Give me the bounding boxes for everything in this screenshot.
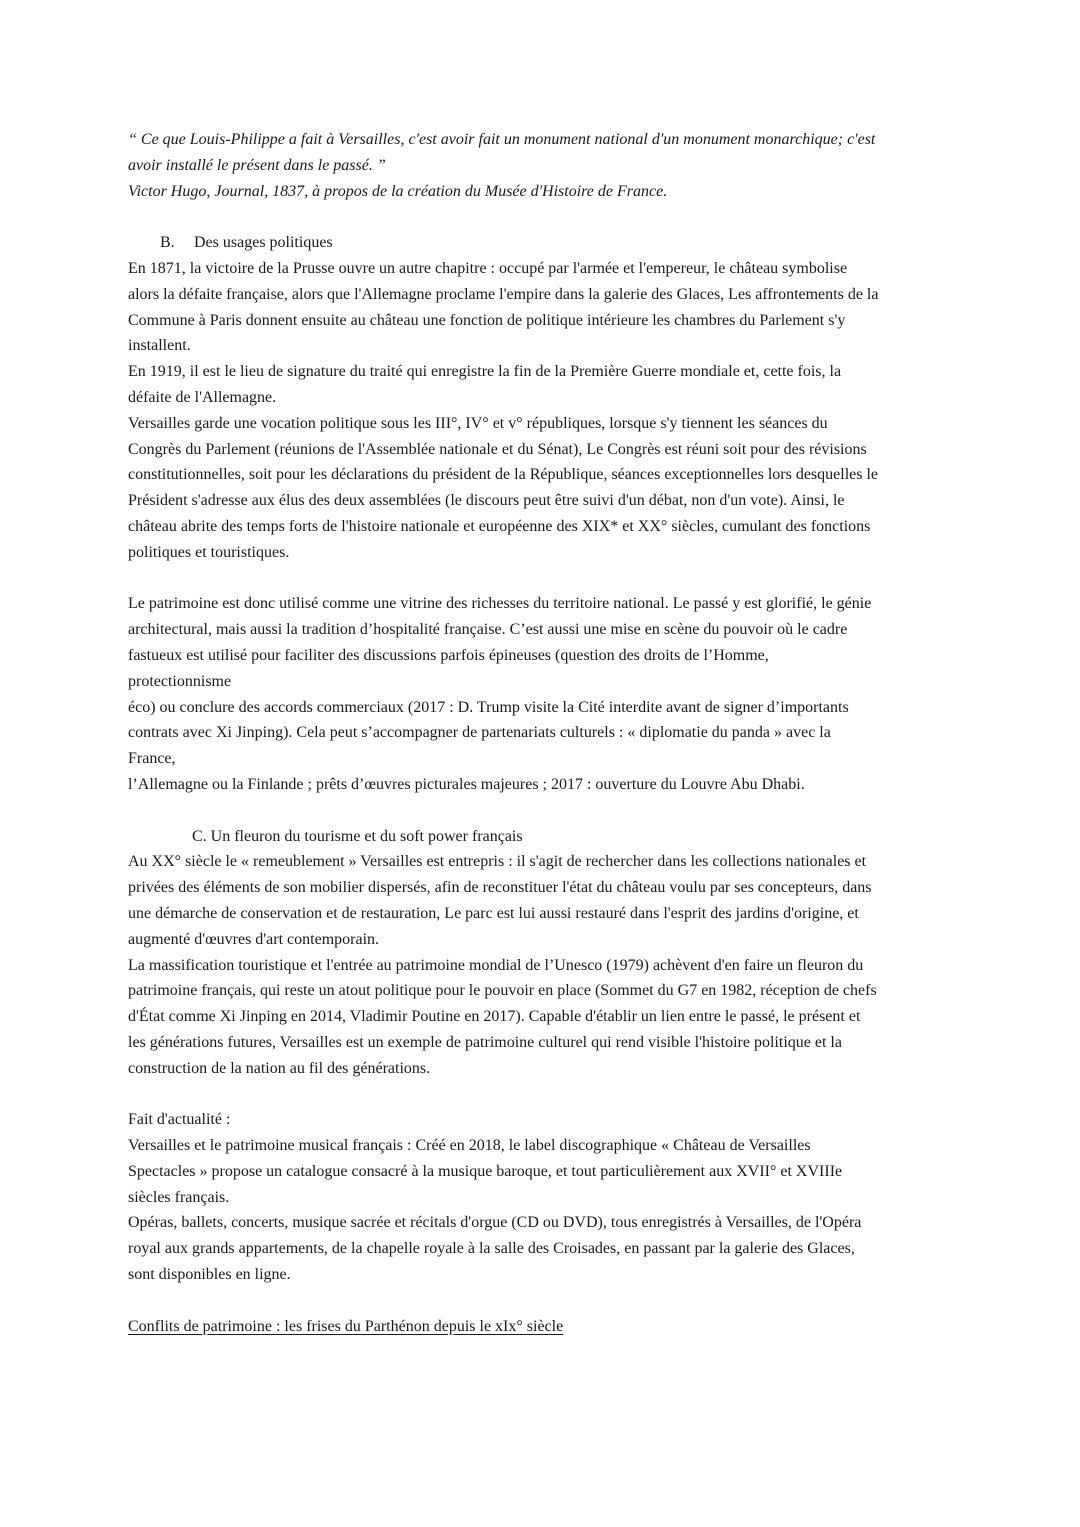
paragraph-line: France, [128,750,176,768]
paragraph-line: politiques et touristiques. [128,543,290,561]
patrimoine-paragraph [128,591,958,797]
paragraph-line: d'État comme Xi Jinping en 2014, Vladimir Poutine en 2017). Capable d'établir un lien entre le passé, le présent et [128,1008,861,1026]
quote-line: “ Ce que Louis-Philippe a fait à Versailles, c'est avoir fait un monument national d'un monument monarchique; c'est [128,131,876,148]
paragraph-line: Congrès du Parlement (réunions de l'Assemblée nationale et du Sénat), Le Congrès est réuni soit pour des révisions [128,440,867,458]
paragraph-line: défaite de l'Allemagne. [128,388,277,406]
quote-attribution: Victor Hugo, Journal, 1837, à propos de la création du Musée d'Histoire de France. [128,182,668,200]
paragraph-line: Président s'adresse aux élus des deux assemblées (le discours peut être suivi d'un débat, non d'un vote). Ainsi, le [128,492,845,510]
paragraph-line: En 1919, il est le lieu de signature du traité qui enregistre la fin de la Première Guerre mondiale et, cette fois, la [128,363,842,381]
paragraph-line: architectural, mais aussi la tradition d’hospitalité française. C’est aussi une mise en scène du pouvoir où le cadre [128,621,848,639]
section-c [128,824,958,1082]
paragraph-line: les générations futures, Versailles est un exemple de patrimoine culturel qui rend visible l'histoire politique et la [128,1033,842,1051]
paragraph-line: constitutionnelles, soit pour les déclarations du président de la République, séances exceptionnelles lors desquelles le [128,466,879,484]
paragraph-line: La massification touristique et l'entrée au patrimoine mondial de l’Unesco (1979) achèvent d'en faire un fleuron du [128,956,864,974]
paragraph-line: construction de la nation au fil des générations. [128,1059,431,1077]
paragraph-line: protectionnisme [128,672,232,690]
quote-line: avoir installé le présent dans le passé. ” [128,156,386,174]
hugo-quote [128,127,958,204]
section-b [128,230,958,565]
paragraph-line: Versailles garde une vocation politique sous les III°, IV° et v° républiques, lorsque s'y tiennent les séances du [128,414,828,432]
paragraph-line: l’Allemagne ou la Finlande ; prêts d’œuvres picturales majeures ; 2017 : ouverture du Louvre Abu Dhabi. [128,775,805,793]
paragraph-line: Spectacles » propose un catalogue consacré à la musique baroque, et tout particulièrement aux XVII° et XVIIIe [128,1162,843,1180]
paragraph-line: privées des éléments de son mobilier dispersés, afin de reconstituer l'état du château voulu par ses concepteurs, dans [128,879,872,897]
actualite-section [128,1107,958,1288]
paragraph-line: Au XX° siècle le « remeublement » Versailles est entrepris : il s'agit de rechercher dans les collections nationales et [128,853,867,871]
paragraph-line: château abrite des temps forts de l'histoire nationale et européenne des XIX* et XX° siècles, cumulant des fonctions [128,517,871,535]
paragraph-line: Versailles et le patrimoine musical français : Créé en 2018, le label discographique « Château de Versailles [128,1137,811,1155]
paragraph-line: éco) ou conclure des accords commerciaux (2017 : D. Trump visite la Cité interdite avant de signer d’importants [128,698,849,716]
document-page [128,127,958,1339]
paragraph-line: siècles français. [128,1188,230,1206]
section-b-heading [128,230,958,256]
paragraph-line: alors la défaite française, alors que l'Allemagne proclame l'empire dans la galerie des Glaces, Les affrontements de la [128,285,879,303]
conflits-heading: Conflits de patrimoine : les frises du Parthénon depuis le xIx° siècle [128,1317,564,1335]
paragraph-line: contrats avec Xi Jinping). Cela peut s’accompagner de partenariats culturels : « diplomatie du panda » avec la [128,724,831,742]
paragraph-line: fastueux est utilisé pour faciliter des discussions parfois épineuses (question des droits de l’Homme, [128,646,769,664]
paragraph-line: royal aux grands appartements, de la chapelle royale à la salle des Croisades, en passant par la galerie des Glaces, [128,1240,855,1258]
section-c-heading: C. Un fleuron du tourisme et du soft power français [192,827,523,845]
paragraph-line: Le patrimoine est donc utilisé comme une vitrine des richesses du territoire national. Le passé y est glorifié, le génie [128,595,872,613]
paragraph-line: installent. [128,337,191,355]
paragraph-line: En 1871, la victoire de la Prusse ouvre un autre chapitre : occupé par l'armée et l'empereur, le château symbolise [128,259,848,277]
actualite-heading: Fait d'actualité : [128,1111,231,1129]
paragraph-line: une démarche de conservation et de restauration, Le parc est lui aussi restauré dans l'esprit des jardins d'origine, et [128,904,859,922]
paragraph-line: sont disponibles en ligne. [128,1266,291,1284]
conflits-section [128,1314,958,1340]
paragraph-line: augmenté d'œuvres d'art contemporain. [128,930,380,948]
paragraph-line: patrimoine français, qui reste un atout politique pour le pouvoir en place (Sommet du G7 en 1982, réception de chefs [128,982,877,1000]
section-b-title: Des usages politiques [194,234,333,252]
paragraph-line: Commune à Paris donnent ensuite au château une fonction de politique intérieure les chambres du Parlement s'y [128,311,846,329]
section-b-letter: B. [160,234,175,252]
paragraph-line: Opéras, ballets, concerts, musique sacrée et récitals d'orgue (CD ou DVD), tous enregistrés à Versailles, de l'Opéra [128,1214,862,1232]
